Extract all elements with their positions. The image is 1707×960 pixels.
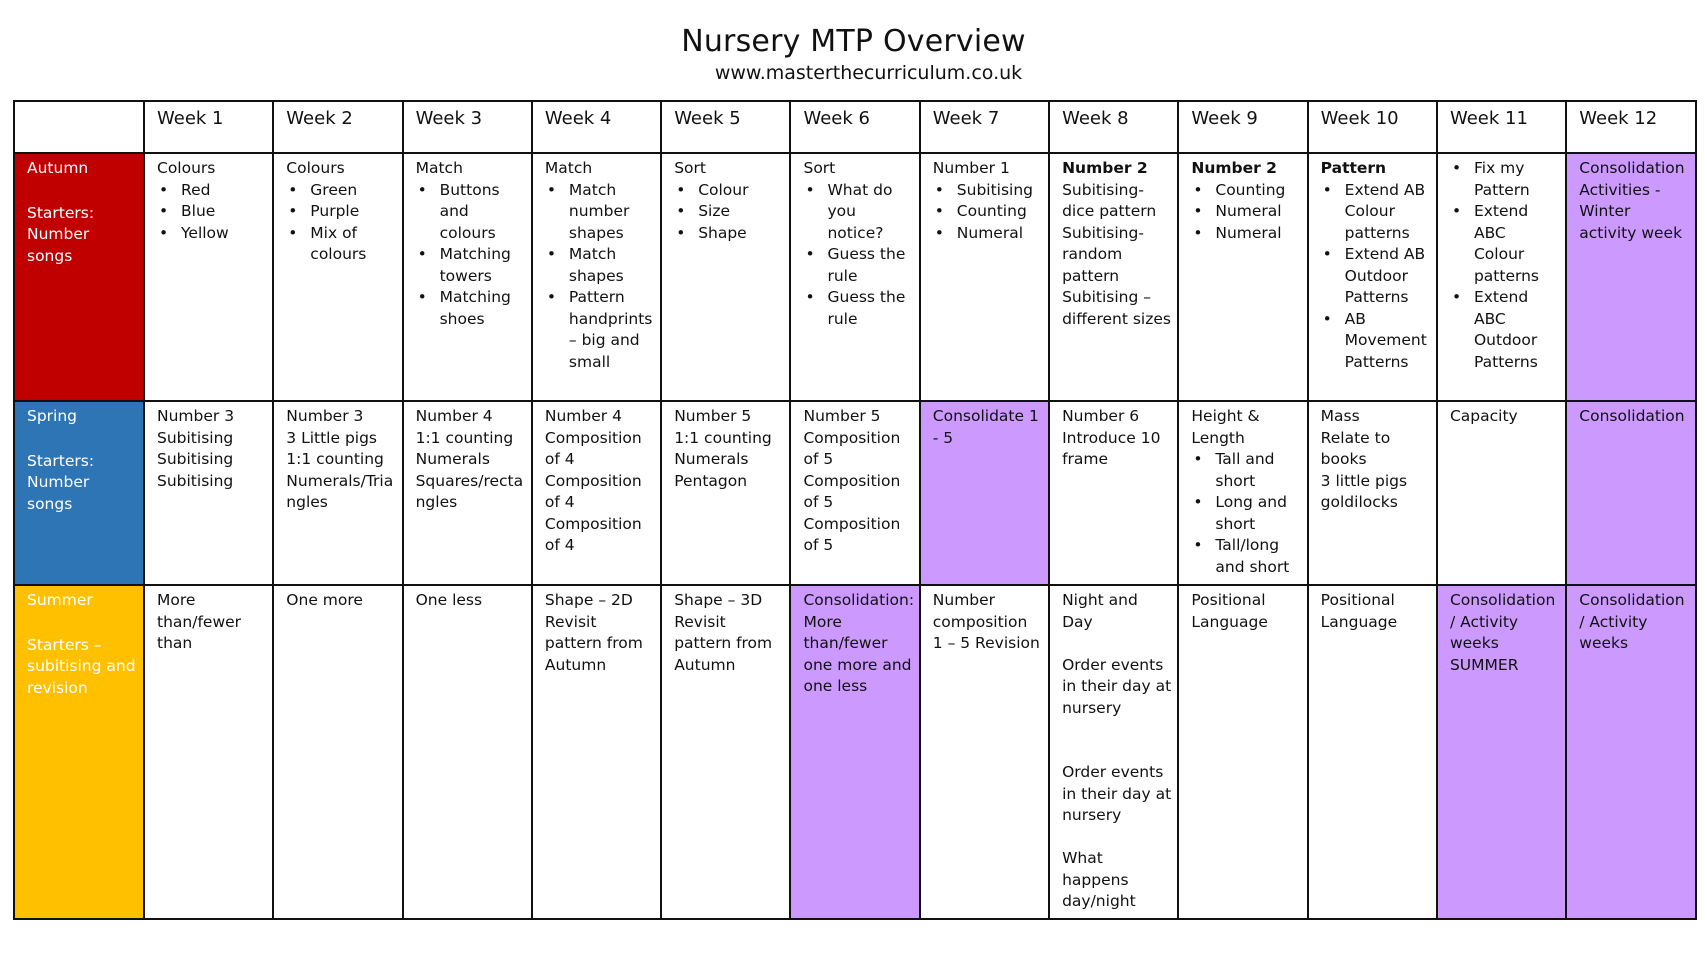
list-item: • Yellow <box>157 223 266 245</box>
cell-block: Order events in their day at nursery <box>1062 763 1172 824</box>
cell-line: Shape – 2D <box>544 591 633 609</box>
cell-heading: Sort <box>803 159 836 177</box>
spring-week-8 <box>1049 401 1178 585</box>
autumn-week-12 <box>1566 153 1695 401</box>
cell-line: 1 – 5 Revision <box>932 634 1040 652</box>
cell-line: 3 little pigs <box>1320 471 1408 490</box>
week-header: Week 9 <box>1178 101 1307 153</box>
list-item: • Subitising <box>933 180 1042 202</box>
week-header: Week 7 <box>920 101 1049 153</box>
cell-heading: Sort <box>674 159 706 177</box>
list-item: • Match shapes <box>545 244 654 287</box>
spring-week-7 <box>920 401 1049 585</box>
autumn-week-9 <box>1178 153 1307 401</box>
cell-line: Consolidation / Activity weeks <box>1449 591 1556 652</box>
cell-line: Composition of 4 <box>544 428 642 468</box>
cell-list <box>803 180 912 331</box>
week-header: Week 2 <box>273 101 402 153</box>
cell-line: Pentagon <box>674 471 748 490</box>
list-item: • AB Movement Patterns <box>1321 309 1430 374</box>
cell-text: Consolidation Activities - Winter activity week <box>1579 159 1685 242</box>
cell-list <box>1191 449 1300 578</box>
cell-line: Revisit pattern from Autumn <box>544 612 643 674</box>
cell-line: Number 3 <box>286 407 364 425</box>
season-starter: Starters – subitising and revision <box>27 635 136 697</box>
autumn-week-11 <box>1437 153 1566 401</box>
summer-week-5 <box>661 585 790 919</box>
season-name: Autumn <box>27 159 89 177</box>
cell-text: Consolidation: More than/fewer one more and one less <box>803 591 915 695</box>
cell-heading: Match <box>415 159 463 177</box>
spring-week-11 <box>1437 401 1566 585</box>
cell-line: Introduce 10 frame <box>1062 428 1161 468</box>
summer-week-3 <box>403 585 532 919</box>
cell-list <box>157 180 266 245</box>
cell-line: Composition of 4 <box>544 471 642 511</box>
spring-week-2 <box>273 401 402 585</box>
cell-line: 1:1 counting <box>415 428 514 447</box>
cell-line: SUMMER <box>1449 655 1519 674</box>
summer-week-10 <box>1308 585 1437 919</box>
cell-line: Subitising <box>157 428 234 447</box>
cell-line: Numerals <box>415 450 490 468</box>
list-item: • Blue <box>157 201 266 223</box>
website-url: www.masterthecurriculum.co.uk <box>714 62 1023 84</box>
cell-line: Number 5 <box>803 407 881 425</box>
spring-week-6 <box>790 401 919 585</box>
autumn-week-5 <box>661 153 790 401</box>
list-item: • Pattern handprints – big and small <box>545 287 654 373</box>
cell-line: Number 6 <box>1062 407 1140 425</box>
list-item: • Guess the rule <box>803 244 912 287</box>
cell-heading: Colours <box>286 159 345 177</box>
list-item: • Counting <box>933 201 1042 223</box>
list-item: • Mix of colours <box>286 223 395 266</box>
cell-list <box>1191 180 1300 245</box>
list-item: • Size <box>674 201 783 223</box>
season-name: Spring <box>27 407 78 425</box>
autumn-week-6 <box>790 153 919 401</box>
cell-line: Subitising – different sizes <box>1062 288 1171 328</box>
list-item: • Long and short <box>1191 492 1300 535</box>
spring-week-3 <box>403 401 532 585</box>
season-starter: Starters: Number songs <box>27 451 95 513</box>
list-item: • Counting <box>1191 180 1300 202</box>
summer-week-2 <box>273 585 402 919</box>
cell-list <box>1321 180 1430 374</box>
spring-row <box>14 401 1696 585</box>
cell-text: One less <box>415 591 483 609</box>
season-label-spring <box>14 401 144 585</box>
week-header: Week 8 <box>1049 101 1178 153</box>
cell-text: Consolidation <box>1579 407 1685 425</box>
cell-heading: Number 1 <box>932 159 1010 177</box>
cell-line: Revisit pattern from Autumn <box>674 612 773 674</box>
list-item: • Buttons and colours <box>416 180 525 245</box>
list-item: • Tall/long and short <box>1191 535 1300 578</box>
season-starter: Starters: Number songs <box>27 203 95 265</box>
spring-week-9 <box>1178 401 1307 585</box>
page-title: Nursery MTP Overview <box>681 24 1026 59</box>
week-header: Week 10 <box>1308 101 1437 153</box>
list-item: • Guess the rule <box>803 287 912 330</box>
spring-week-4 <box>532 401 661 585</box>
cell-text: One more <box>286 591 363 609</box>
cell-list <box>933 180 1042 245</box>
summer-week-7 <box>920 585 1049 919</box>
cell-line: Subitising- dice pattern <box>1062 180 1157 220</box>
week-header: Week 4 <box>532 101 661 153</box>
week-header: Week 6 <box>790 101 919 153</box>
cell-line: Number 5 <box>674 407 752 425</box>
cell-text: Positional Language <box>1191 591 1268 631</box>
cell-line: Subitising- random pattern <box>1062 223 1144 285</box>
cell-line: goldilocks <box>1320 493 1398 511</box>
cell-text: Consolidate 1 - 5 <box>932 407 1039 447</box>
cell-line: Number composition <box>932 591 1028 631</box>
autumn-row <box>14 153 1696 401</box>
cell-line: 1:1 counting <box>286 450 384 468</box>
list-item: • Numeral <box>1191 223 1300 245</box>
cell-line: Composition of 4 <box>544 514 642 554</box>
cell-line: Number 3 <box>157 407 235 425</box>
list-item: • What do you notice? <box>803 180 912 245</box>
cell-line: Numerals/Triangles <box>286 471 394 511</box>
list-item: • Matching shoes <box>416 287 525 330</box>
week-header: Week 5 <box>661 101 790 153</box>
cell-block: Night and Day <box>1062 591 1138 631</box>
cell-line: Composition of 5 <box>803 471 901 511</box>
list-item: • Shape <box>674 223 783 245</box>
list-item: • Extend AB Colour patterns <box>1321 180 1430 245</box>
summer-week-8 <box>1049 585 1178 919</box>
list-item: • Matching towers <box>416 244 525 287</box>
week-header: Week 11 <box>1437 101 1566 153</box>
list-item: • Extend ABC Colour patterns <box>1450 201 1559 287</box>
title-block <box>0 22 1707 84</box>
list-item: • Red <box>157 180 266 202</box>
summer-week-1 <box>144 585 273 919</box>
cell-list <box>545 180 654 374</box>
cell-line: Squares/rectangles <box>415 471 524 511</box>
cell-list <box>1450 158 1559 373</box>
cell-list <box>416 180 525 331</box>
corner-cell <box>14 101 144 153</box>
spring-week-10 <box>1308 401 1437 585</box>
cell-line: 1:1 counting <box>674 428 772 447</box>
cell-text: Consolidation / Activity weeks <box>1579 591 1685 652</box>
autumn-week-2 <box>273 153 402 401</box>
list-item: • Tall and short <box>1191 449 1300 492</box>
list-item: • Extend ABC Outdoor Patterns <box>1450 287 1559 373</box>
list-item: • Extend AB Outdoor Patterns <box>1321 244 1430 309</box>
list-item: • Fix my Pattern <box>1450 158 1559 201</box>
cell-line: Composition of 5 <box>803 514 901 554</box>
season-label-summer <box>14 585 144 919</box>
cell-text: More than/fewer than <box>157 591 242 652</box>
week-header: Week 1 <box>144 101 273 153</box>
cell-heading: Pattern <box>1320 159 1387 177</box>
cell-heading: Colours <box>157 159 216 177</box>
cell-line: Relate to books <box>1320 428 1391 468</box>
cell-heading: Height & Length <box>1191 407 1260 447</box>
mtp-table <box>13 100 1697 920</box>
week-header: Week 12 <box>1566 101 1695 153</box>
summer-week-4 <box>532 585 661 919</box>
cell-heading: Match <box>544 159 593 177</box>
list-item: • Numeral <box>933 223 1042 245</box>
cell-block: Order events in their day at nursery <box>1062 655 1172 717</box>
summer-week-12 <box>1566 585 1695 919</box>
header-row <box>14 101 1696 153</box>
list-item: • Numeral <box>1191 201 1300 223</box>
cell-line: Number 4 <box>415 407 493 425</box>
cell-line: 3 Little pigs <box>286 428 378 447</box>
autumn-week-3 <box>403 153 532 401</box>
cell-line: Mass <box>1320 407 1360 425</box>
cell-text: Positional Language <box>1320 591 1398 631</box>
cell-list <box>286 180 395 266</box>
summer-row <box>14 585 1696 919</box>
cell-heading: Number 2 <box>1062 159 1148 177</box>
spring-week-12 <box>1566 401 1695 585</box>
list-item: • Green <box>286 180 395 202</box>
cell-line: Subitising <box>157 471 234 490</box>
cell-line: Composition of 5 <box>803 428 901 468</box>
season-name: Summer <box>27 591 93 609</box>
cell-line: Numerals <box>674 450 749 468</box>
autumn-week-7 <box>920 153 1049 401</box>
week-header: Week 3 <box>403 101 532 153</box>
summer-week-9 <box>1178 585 1307 919</box>
list-item: • Match number shapes <box>545 180 654 245</box>
list-item: • Colour <box>674 180 783 202</box>
season-label-autumn <box>14 153 144 401</box>
summer-week-11 <box>1437 585 1566 919</box>
list-item: • Purple <box>286 201 395 223</box>
cell-text: Capacity <box>1449 407 1518 425</box>
spring-week-5 <box>661 401 790 585</box>
autumn-week-8 <box>1049 153 1178 401</box>
summer-week-6 <box>790 585 919 919</box>
cell-line: Subitising <box>157 450 234 468</box>
cell-heading: Number 2 <box>1191 159 1277 177</box>
cell-list <box>674 180 783 245</box>
cell-line: Number 4 <box>544 407 622 425</box>
cell-line: Shape – 3D <box>674 591 763 609</box>
autumn-week-4 <box>532 153 661 401</box>
cell-block: What happens day/night <box>1062 849 1136 910</box>
autumn-week-1 <box>144 153 273 401</box>
spring-week-1 <box>144 401 273 585</box>
autumn-week-10 <box>1308 153 1437 401</box>
